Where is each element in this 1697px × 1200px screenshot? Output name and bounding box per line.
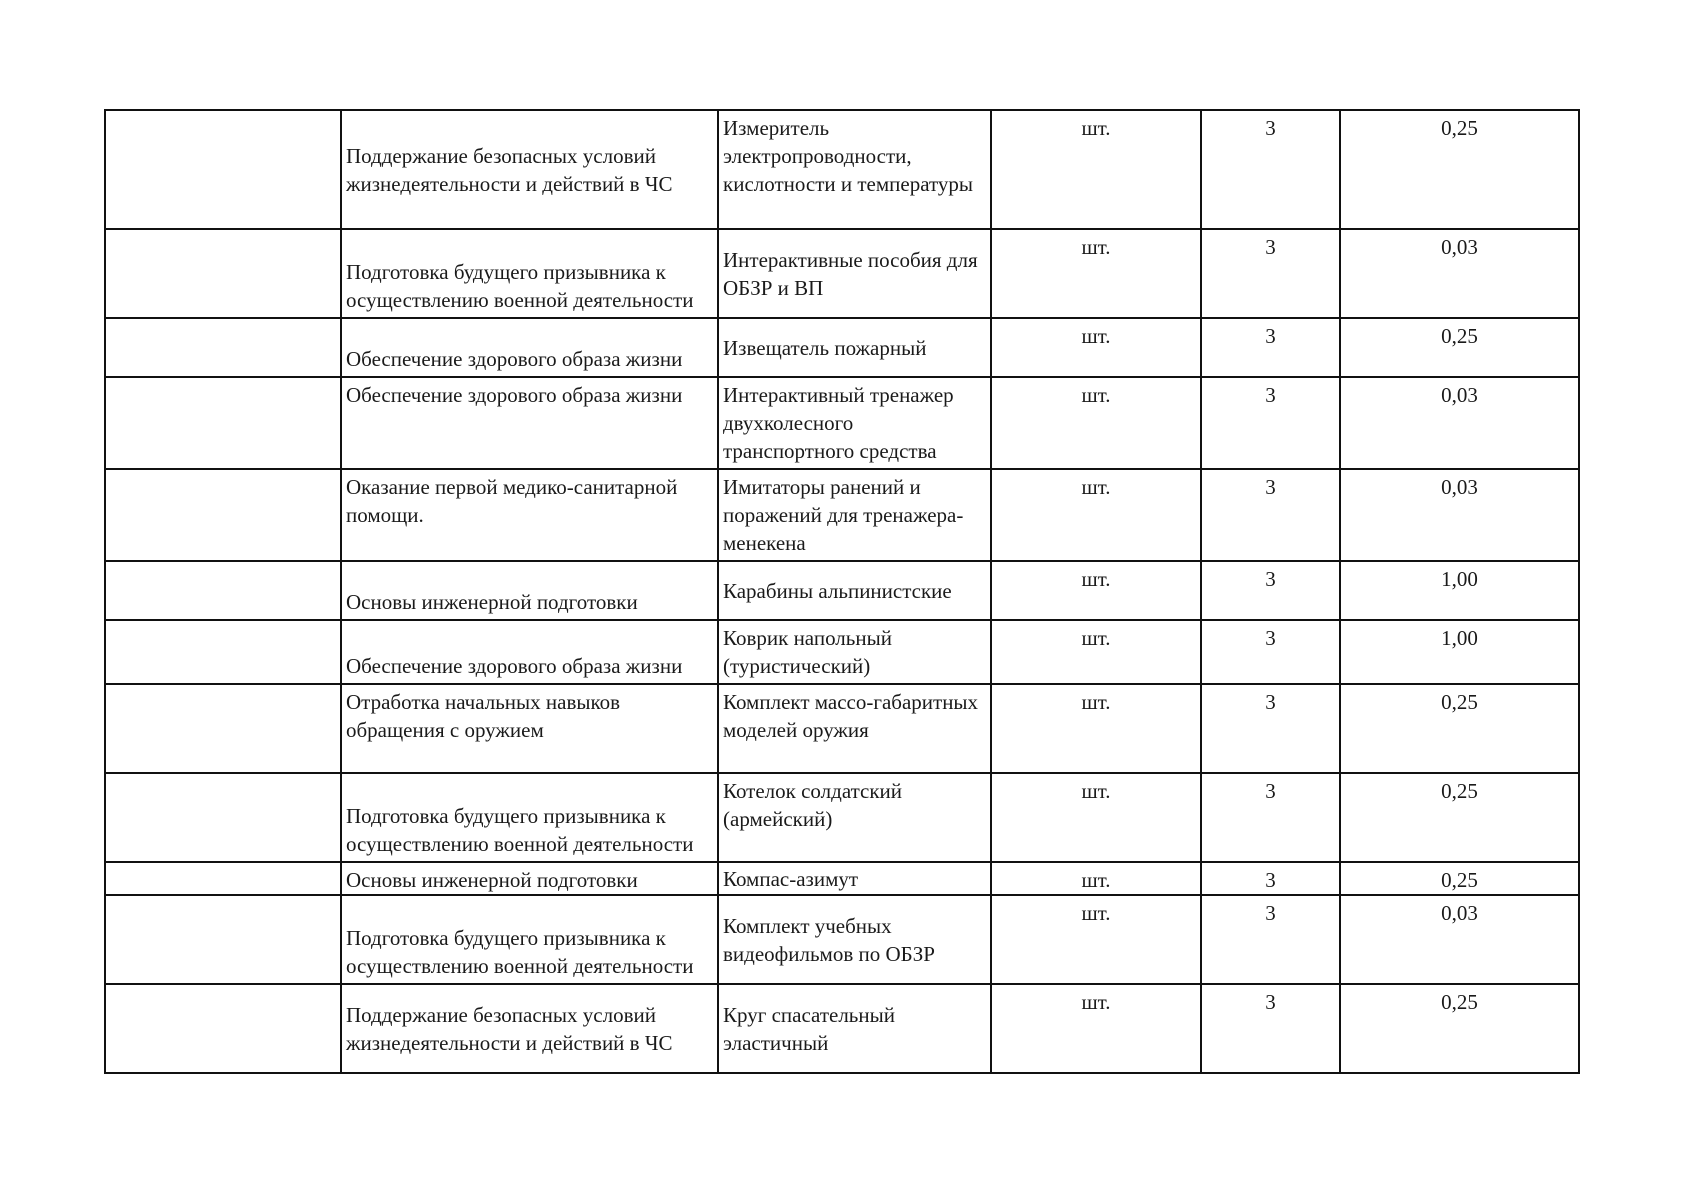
topic-cell: Подготовка будущего призывника к осуществлению военной деятельности [341,895,718,984]
item-cell: Круг спасательный эластичный [718,984,991,1073]
item-cell: Имитаторы ранений и поражений для тренажера-менекена [718,469,991,561]
equipment-table [104,109,1580,1074]
qty-cell: 3 [1201,773,1340,862]
topic-cell: Поддержание безопасных условий жизнедеятельности и действий в ЧС [341,984,718,1073]
coef-cell: 0,03 [1340,377,1579,469]
qty-cell: 3 [1201,377,1340,469]
topic-cell: Оказание первой медико-санитарной помощи. [341,469,718,561]
coef-cell: 0,03 [1340,469,1579,561]
section-cell [105,895,341,984]
table-row [105,773,1579,862]
coef-cell: 0,25 [1340,862,1579,895]
topic-cell: Подготовка будущего призывника к осуществлению военной деятельности [341,773,718,862]
coef-cell: 0,25 [1340,110,1579,229]
qty-cell: 3 [1201,862,1340,895]
coef-cell: 1,00 [1340,620,1579,684]
topic-cell: Основы инженерной подготовки [341,561,718,620]
topic-cell: Подготовка будущего призывника к осуществлению военной деятельности [341,229,718,318]
item-cell: Карабины альпинистские [718,561,991,620]
unit-cell: шт. [991,229,1201,318]
coef-cell: 0,03 [1340,229,1579,318]
item-cell: Коврик напольный (туристический) [718,620,991,684]
qty-cell: 3 [1201,684,1340,773]
item-cell: Компас-азимут [718,862,991,895]
table-row [105,895,1579,984]
unit-cell: шт. [991,773,1201,862]
item-cell: Измеритель электропроводности, кислотности и температуры [718,110,991,229]
coef-cell: 1,00 [1340,561,1579,620]
topic-cell: Поддержание безопасных условий жизнедеятельности и действий в ЧС [341,110,718,229]
section-cell [105,984,341,1073]
section-cell [105,469,341,561]
unit-cell: шт. [991,110,1201,229]
qty-cell: 3 [1201,895,1340,984]
item-cell: Комплект учебных видеофильмов по ОБЗР [718,895,991,984]
unit-cell: шт. [991,318,1201,377]
coef-cell: 0,25 [1340,984,1579,1073]
table-row [105,620,1579,684]
unit-cell: шт. [991,377,1201,469]
qty-cell: 3 [1201,620,1340,684]
section-cell [105,318,341,377]
table-row [105,377,1579,469]
table-row [105,684,1579,773]
unit-cell: шт. [991,984,1201,1073]
topic-cell: Обеспечение здорового образа жизни [341,377,718,469]
section-cell [105,561,341,620]
qty-cell: 3 [1201,561,1340,620]
item-cell: Котелок солдатский (армейский) [718,773,991,862]
coef-cell: 0,03 [1340,895,1579,984]
unit-cell: шт. [991,561,1201,620]
qty-cell: 3 [1201,984,1340,1073]
qty-cell: 3 [1201,469,1340,561]
table-row [105,561,1579,620]
unit-cell: шт. [991,469,1201,561]
table-row [105,318,1579,377]
qty-cell: 3 [1201,110,1340,229]
table-row [105,469,1579,561]
table-row [105,229,1579,318]
table-row [105,862,1579,895]
item-cell: Интерактивные пособия для ОБЗР и ВП [718,229,991,318]
unit-cell: шт. [991,684,1201,773]
coef-cell: 0,25 [1340,684,1579,773]
section-cell [105,620,341,684]
section-cell [105,229,341,318]
unit-cell: шт. [991,620,1201,684]
coef-cell: 0,25 [1340,773,1579,862]
table-row [105,110,1579,229]
section-cell [105,110,341,229]
unit-cell: шт. [991,862,1201,895]
qty-cell: 3 [1201,229,1340,318]
section-cell [105,684,341,773]
topic-cell: Основы инженерной подготовки [341,862,718,895]
section-cell [105,773,341,862]
coef-cell: 0,25 [1340,318,1579,377]
topic-cell: Отработка начальных навыков обращения с оружием [341,684,718,773]
item-cell: Интерактивный тренажер двухколесного транспортного средства [718,377,991,469]
topic-cell: Обеспечение здорового образа жизни [341,318,718,377]
section-cell [105,377,341,469]
unit-cell: шт. [991,895,1201,984]
section-cell [105,862,341,895]
qty-cell: 3 [1201,318,1340,377]
table-row [105,984,1579,1073]
item-cell: Извещатель пожарный [718,318,991,377]
topic-cell: Обеспечение здорового образа жизни [341,620,718,684]
item-cell: Комплект массо-габаритных моделей оружия [718,684,991,773]
